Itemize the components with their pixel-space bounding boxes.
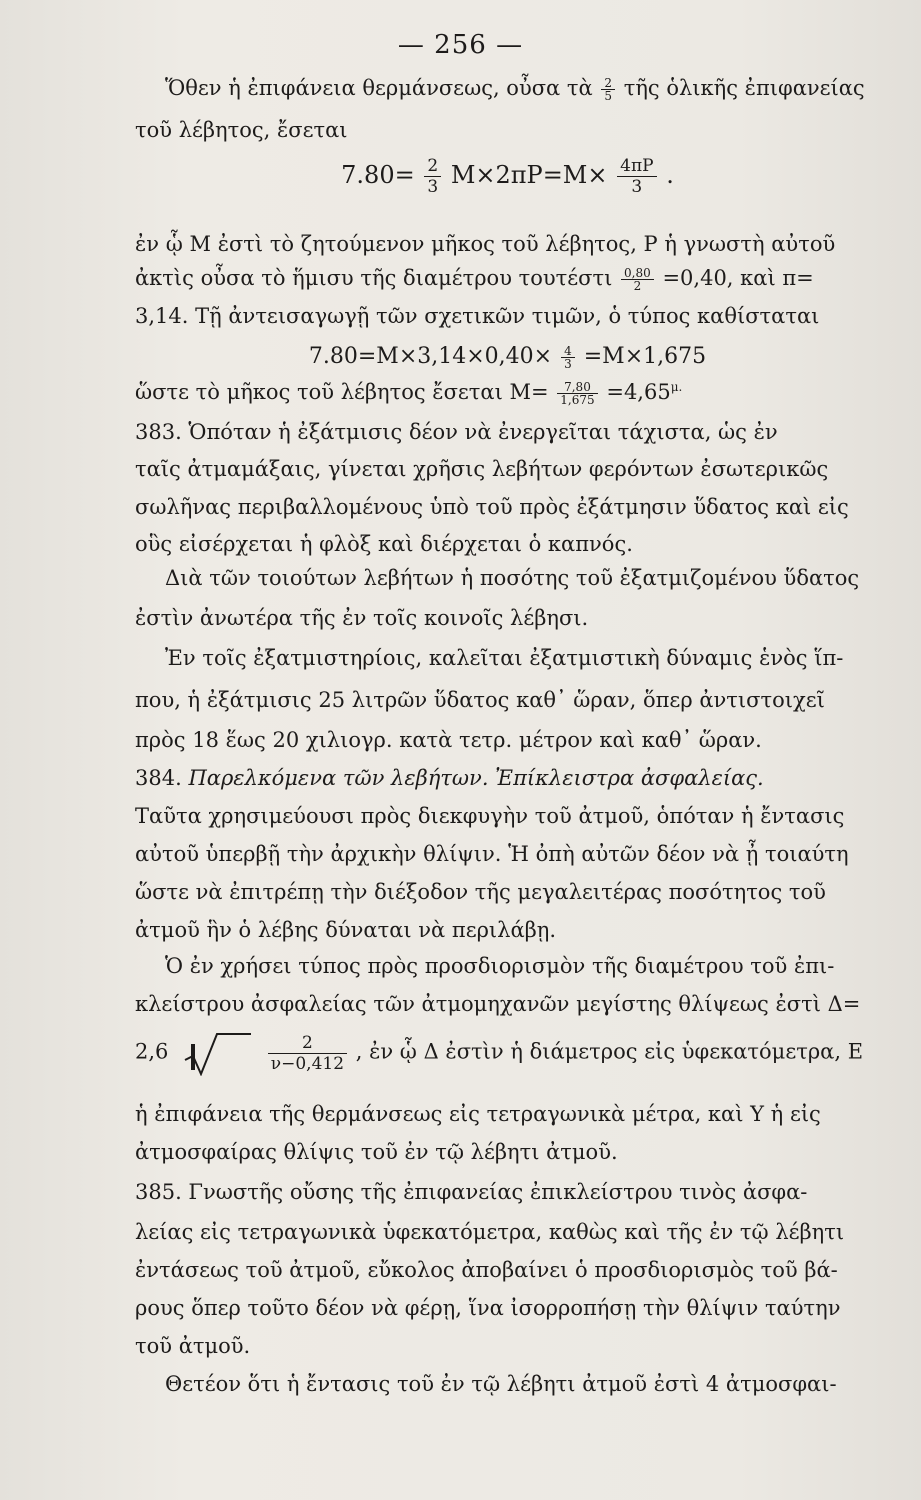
text-line: ἀτμοσφαίρας θλίψις τοῦ ἐν τῷ λέβητι ἀτμοῦ. — [135, 1140, 618, 1164]
text-line: Ταῦτα χρησιμεύουσι πρὸς διεκφυγὴν τοῦ ἀτμοῦ, ὁπόταν ἡ ἔντασις — [135, 804, 845, 828]
equation: 2,6 $\frac{2}{\nu-0,412}$ , ἐν ᾧ Δ ἐστὶν ἡ διάμετρος εἰς ὑφεκατόμετρα, E — [135, 1030, 863, 1076]
paragraph-383: 383. Ὁπόταν ἡ ἐξάτμισις δέον νὰ ἐνεργεῖται τάχιστα, ὡς ἐν — [135, 420, 778, 444]
text-line: ὥστε τὸ μῆκος τοῦ λέβητος ἔσεται M= $\frac{7,80}{1,675}$ $=4,65^{\mu.}$ — [135, 380, 683, 407]
page-number: — 256 — — [397, 30, 524, 60]
fraction: $\frac{2}{\nu-0,412}$ — [268, 1033, 347, 1074]
paragraph-384: 384. Παρελκόμενα τῶν λεβήτων. Ἐπίκλειστρα ἀσφαλείας. — [135, 766, 764, 790]
text-line: κλείστρου ἀσφαλείας τῶν ἀτμομηχανῶν μεγίστης θλίψεως ἐστὶ Δ= — [135, 992, 861, 1016]
fraction: $\frac{7,80}{1,675}$ — [557, 381, 597, 406]
text-line: πρὸς 18 ἕως 20 χιλιογρ. κατὰ τετρ. μέτρον καὶ καθ᾽ ὥραν. — [135, 728, 762, 752]
fraction: $\frac{2}{5}$ — [601, 77, 615, 102]
fraction: $\frac{0,80}{2}$ — [621, 267, 654, 292]
text-line: ἐστὶν ἀνωτέρα τῆς ἐν τοῖς κοινοῖς λέβησι. — [135, 606, 589, 630]
fraction: $\frac{4}{3}$ — [561, 345, 575, 370]
radical-sign — [183, 1030, 253, 1076]
section-title: Παρελκόμενα τῶν λεβήτων. Ἐπίκλειστρα ἀσφαλείας. — [188, 766, 764, 790]
text-line: Διὰ τῶν τοιούτων λεβήτων ἡ ποσότης τοῦ ἐξατμιζομένου ὕδατος — [165, 566, 860, 590]
text-line: τοῦ ἀτμοῦ. — [135, 1334, 251, 1358]
text-line: ἐν ᾧ M ἐστὶ τὸ ζητούμενον μῆκος τοῦ λέβητος, P ἡ γνωστὴ αὐτοῦ — [135, 232, 836, 256]
text-line: Ἐν τοῖς ἐξατμιστηρίοις, καλεῖται ἐξατμιστικὴ δύναμις ἑνὸς ἵπ- — [165, 646, 844, 670]
text-line: αὐτοῦ ὑπερβῇ τὴν ἀρχικὴν θλίψιν. Ἡ ὀπὴ αὐτῶν δέον νὰ ᾖ τοιαύτη — [135, 842, 849, 866]
paragraph-385: 385. Γνωστῆς οὔσης τῆς ἐπιφανείας ἐπικλείστρου τινὸς ἀσφα- — [135, 1180, 808, 1204]
text-line: τοῦ λέβητος, ἔσεται — [135, 118, 348, 142]
text-line: ἡ ἐπιφάνεια τῆς θερμάνσεως εἰς τετραγωνικὰ μέτρα, καὶ Υ ἡ εἰς — [135, 1102, 821, 1126]
text-line: ἀτμοῦ ἣν ὁ λέβης δύναται νὰ περιλάβῃ. — [135, 918, 557, 942]
equation: 7.80= $\frac{2}{3}$ M×2πP=M× $\frac{4\pi P}{3}$ . — [341, 156, 674, 197]
text-line: σωλῆνας περιβαλλομένους ὑπὸ τοῦ πρὸς ἐξάτμησιν ὕδατος καὶ εἰς — [135, 495, 849, 519]
text-line: ρους ὅπερ τοῦτο δέον νὰ φέρῃ, ἵνα ἰσορροπήσῃ τὴν θλίψιν ταύτην — [135, 1296, 841, 1320]
text-line: Ὁ ἐν χρήσει τύπος πρὸς προσδιορισμὸν τῆς διαμέτρου τοῦ ἐπι- — [165, 954, 835, 978]
text-line: 3,14. Τῇ ἀντεισαγωγῇ τῶν σχετικῶν τιμῶν, ὁ τύπος καθίσταται — [135, 304, 820, 328]
fraction: $\frac{2}{3}$ — [424, 156, 441, 197]
text-line: ἀκτὶς οὖσα τὸ ἥμισυ τῆς διαμέτρου τουτέστι $\frac{0,80}{2}$ =0,40, καὶ π= — [135, 266, 814, 293]
equation: 7.80=M×3,14×0,40× $\frac{4}{3}$ =M×1,675 — [308, 343, 707, 371]
text-line: ταῖς ἀτμαμάξαις, γίνεται χρῆσις λεβήτων φερόντων ἐσωτερικῶς — [135, 457, 829, 481]
text-line: Θετέον ὅτι ἡ ἔντασις τοῦ ἐν τῷ λέβητι ἀτμοῦ ἐστὶ 4 ἀτμοσφαι- — [165, 1372, 837, 1396]
text-line: Ὅθεν ἡ ἐπιφάνεια θερμάνσεως, οὖσα τὰ $\frac{2}{5}$ τῆς ὁλικῆς ἐπιφανείας — [165, 76, 865, 103]
text-line: οὓς εἰσέρχεται ἡ φλὸξ καὶ διέρχεται ὁ καπνός. — [135, 532, 633, 556]
text-line: ἐντάσεως τοῦ ἀτμοῦ, εὔκολος ἀποβαίνει ὁ προσδιορισμὸς τοῦ βά- — [135, 1258, 838, 1282]
text-line: ὥστε νὰ ἐπιτρέπῃ τὴν διέξοδον τῆς μεγαλειτέρας ποσότητος τοῦ — [135, 880, 826, 904]
text-line: λείας εἰς τετραγωνικὰ ὑφεκατόμετρα, καθὼς καὶ τῆς ἐν τῷ λέβητι — [135, 1220, 845, 1244]
fraction: $\frac{4\pi P}{3}$ — [617, 156, 656, 197]
text-line: που, ἡ ἐξάτμισις 25 λιτρῶν ὕδατος καθ᾽ ὥραν, ὅπερ ἀντιστοιχεῖ — [135, 688, 825, 712]
